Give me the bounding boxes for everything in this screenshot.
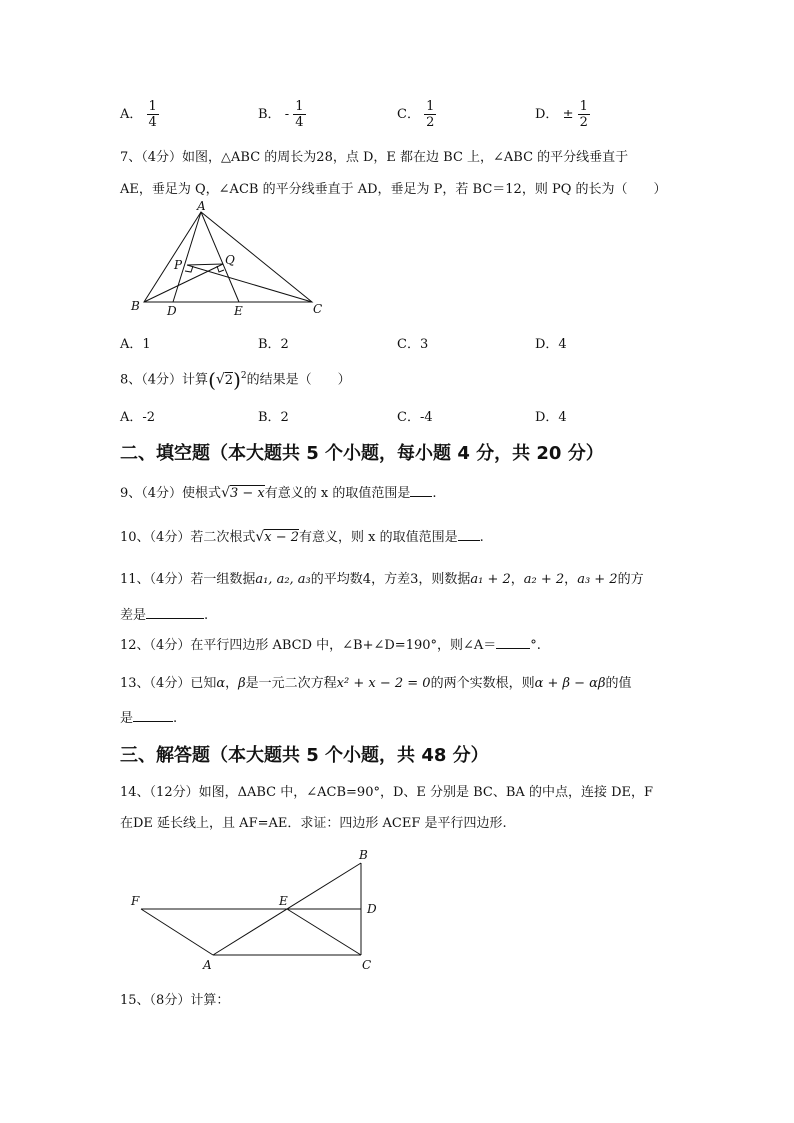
option-label: A．: [120, 107, 143, 122]
question-number: 13、（4分）: [120, 676, 191, 691]
question-text: 使根式: [182, 486, 222, 501]
q7-line1: [120, 146, 628, 165]
answer-blank[interactable]: [458, 528, 480, 541]
denominator: 4: [295, 115, 304, 130]
label-c: C: [362, 958, 372, 972]
question-number: 9、（4分）: [120, 486, 183, 501]
question-number: 11、（4分）: [120, 572, 191, 587]
question-number: 14、（12分）: [120, 785, 199, 800]
question-text-4: ，则数据: [418, 572, 471, 587]
answer-blank[interactable]: [496, 636, 530, 649]
q7-option-a[interactable]: A．1: [120, 337, 151, 352]
q7-option-d[interactable]: D．4: [535, 337, 567, 352]
q7-line2: AE，垂足为 Q，∠ACB 的平分线垂直于 AD，垂足为 P，若 BC＝12，则 PQ 的长为（ ）: [120, 182, 667, 197]
answer-blank[interactable]: [410, 484, 432, 497]
q6-option-c[interactable]: [397, 99, 436, 130]
denominator: 4: [148, 115, 157, 130]
option-label: B．: [258, 107, 281, 122]
section-3-title: 三、解答题（本大题共 5 个小题，共 48 分）: [120, 745, 489, 766]
segment-ec: [287, 909, 361, 955]
period: .: [479, 530, 484, 545]
option-label: D．: [535, 107, 559, 122]
segment-ad: [173, 212, 201, 302]
label-p: P: [174, 258, 183, 272]
question-text: 已知: [190, 676, 217, 691]
alpha: α: [216, 676, 226, 691]
question-number: 15、（8分）: [120, 993, 191, 1008]
label-e: E: [279, 894, 288, 908]
question-text-2: 有意义的 x 的取值范围是: [264, 486, 411, 501]
equation: x² + x − 2 = 0: [336, 676, 431, 691]
fraction: [147, 99, 159, 130]
question-text-4: 的值: [605, 676, 632, 691]
data-item-1: a₁ + 2: [470, 572, 511, 587]
q14-line1: [120, 781, 653, 800]
question-text: 若一组数据: [190, 572, 256, 587]
data-set: a₁, a₂, a₃: [255, 572, 311, 587]
label-q: Q: [225, 253, 235, 267]
q9-line: [120, 482, 437, 501]
q15-line: [120, 989, 229, 1008]
question-text: 如图，ΔABC 中，∠ACB=90°，D、E 分别是 BC、BA 的中点，连接 DE，F: [198, 785, 654, 800]
question-text: 如图，△ABC 的周长为28，点 D，E 都在边 BC 上，∠ABC 的平分线垂直于: [182, 150, 629, 165]
label-f: F: [131, 894, 140, 908]
q7-option-b[interactable]: B．2: [258, 337, 289, 352]
q8-option-d[interactable]: D．4: [535, 410, 567, 425]
question-text: 若二次根式: [190, 530, 256, 545]
label-b: B: [359, 848, 368, 862]
question-text-3: ，方差: [371, 572, 411, 587]
segment-fa: [141, 909, 213, 955]
question-text: 计算: [182, 372, 209, 388]
radicand: 2: [224, 372, 234, 388]
question-number: 10、（4分）: [120, 530, 191, 545]
label-b: B: [131, 299, 140, 313]
degree-period: °.: [530, 638, 541, 653]
question-text-2: 是一元二次方程: [245, 676, 337, 691]
answer-blank[interactable]: [133, 709, 173, 722]
expression: α + β − αβ: [534, 676, 606, 691]
data-item-3: a₃ + 2: [577, 572, 618, 587]
q6-option-b[interactable]: [258, 99, 306, 130]
q12-line: [120, 634, 541, 653]
right-paren: ): [233, 368, 241, 392]
question-text-2: 有意义，则 x 的取值范围是: [299, 530, 458, 545]
numerator: 1: [295, 99, 304, 114]
segment-cp: [187, 265, 312, 302]
sqrt-symbol: √: [221, 485, 230, 501]
exponent: 2: [240, 371, 247, 382]
q7-figure: [125, 200, 340, 320]
variance-value: 3: [410, 572, 419, 587]
sign: ±: [562, 107, 574, 122]
sqrt-symbol: √: [255, 529, 265, 545]
q11-line1: 11、（4分）若一组数据a₁, a₂, a₃的平均数4，方差3，则数据a₁ + 2，a₂ + 2，a₃ + 2的方: [120, 572, 644, 587]
q11-line2: [120, 604, 208, 623]
question-text-6: 差是: [120, 608, 147, 623]
segment-pq: [187, 264, 223, 265]
q8-option-a[interactable]: A．-2: [120, 410, 156, 425]
label-d: D: [167, 304, 177, 318]
question-text-2: 的平均数: [310, 572, 363, 587]
left-paren: (: [208, 368, 216, 392]
q8-line: [120, 368, 351, 392]
section-2-title: 二、填空题（本大题共 5 个小题，每小题 4 分，共 20 分）: [120, 443, 604, 464]
label-a: A: [203, 958, 212, 972]
denominator: 2: [579, 115, 588, 130]
label-e: E: [234, 304, 243, 318]
beta: β: [238, 676, 246, 691]
sqrt-symbol: √: [215, 371, 225, 388]
label-c: C: [313, 302, 323, 316]
mean-value: 4: [362, 572, 372, 587]
q6-option-d[interactable]: [535, 99, 590, 130]
period: .: [432, 486, 437, 501]
numerator: 1: [426, 99, 435, 114]
question-text: 在平行四边形 ABCD 中，∠B+∠D=190°，则∠A＝: [190, 638, 497, 653]
question-text-end: 的结果是（ ）: [246, 372, 351, 388]
answer-blank[interactable]: [146, 606, 204, 619]
numerator: 1: [579, 99, 588, 114]
question-text: 计算：: [190, 993, 230, 1008]
q14-figure: [128, 845, 388, 975]
numerator: 1: [148, 99, 157, 114]
q10-line: [120, 526, 484, 545]
radicand: x − 2: [264, 530, 300, 545]
fraction: [424, 99, 436, 130]
question-number: 12、（4分）: [120, 638, 191, 653]
period: .: [204, 608, 209, 623]
question-text-3: 的两个实数根，则: [430, 676, 535, 691]
question-number: 7、（4分）: [120, 150, 183, 165]
radicand: 3 − x: [229, 486, 265, 501]
q8-option-b[interactable]: B．2: [258, 410, 289, 425]
q13-line1: [120, 672, 632, 691]
question-text-5: 是: [120, 711, 134, 726]
denominator: 2: [426, 115, 435, 130]
fraction: [293, 99, 305, 130]
question-number: 8、（4分）: [120, 372, 183, 388]
q13-line2: [120, 707, 177, 726]
question-text-5: 的方: [617, 572, 644, 587]
label-d: D: [367, 902, 377, 916]
q7-option-c[interactable]: C．3: [397, 337, 429, 352]
fraction: [578, 99, 590, 130]
label-a: A: [197, 200, 206, 213]
q14-line2: 在DE 延长线上，且 AF=AE．求证：四边形 ACEF 是平行四边形.: [120, 816, 507, 831]
comma: ，: [225, 676, 239, 691]
sign: -: [284, 107, 290, 122]
period: .: [173, 711, 178, 726]
q6-option-a[interactable]: [120, 99, 159, 130]
q8-option-c[interactable]: C．-4: [397, 410, 433, 425]
option-label: C．: [397, 107, 420, 122]
data-item-2: a₂ + 2: [523, 572, 565, 587]
